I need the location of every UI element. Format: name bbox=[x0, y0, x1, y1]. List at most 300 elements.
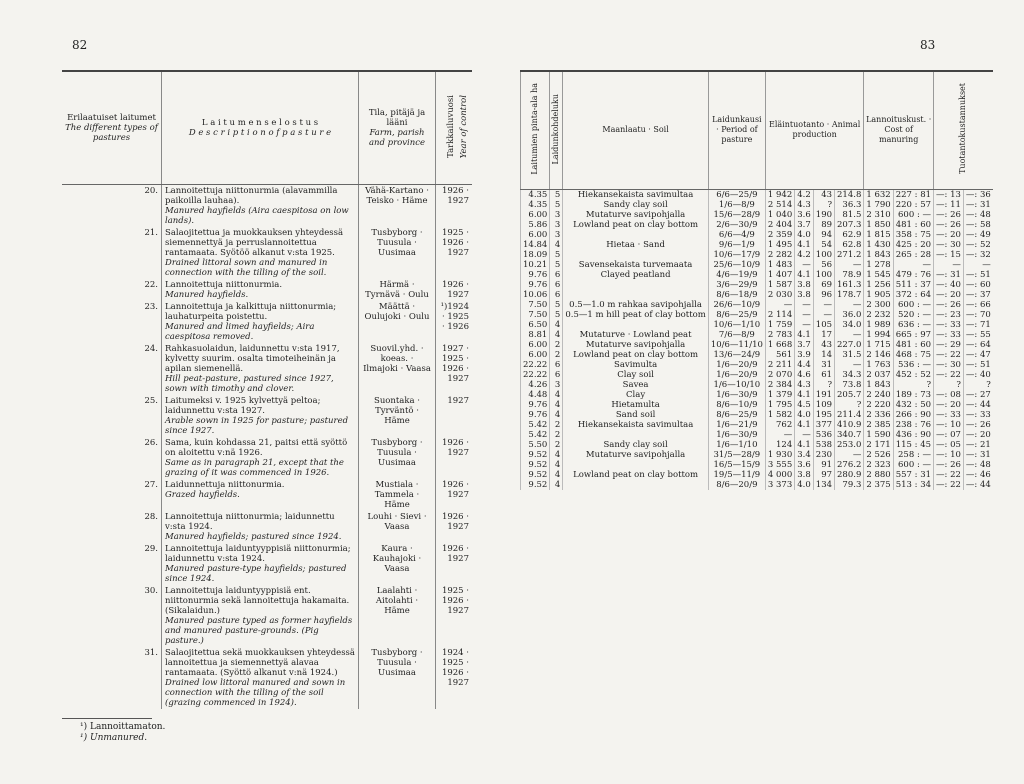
cell-m3: —: 21 bbox=[963, 440, 992, 450]
cell-ha: 54 bbox=[813, 240, 834, 250]
cell-area: 4.26 bbox=[521, 380, 550, 390]
cell-soil: Sandy clay soil bbox=[563, 200, 708, 210]
row-years: 1926 · 1927 bbox=[441, 186, 469, 206]
cell-m2: —: 30 bbox=[934, 360, 964, 370]
table-row bbox=[521, 390, 993, 400]
cell-area: 9.52 bbox=[521, 450, 550, 460]
cell-cost: 1 430 bbox=[864, 240, 893, 250]
page-number-left: 82 bbox=[72, 38, 88, 52]
cell-cost: 1 256 bbox=[864, 280, 893, 290]
cell-soil: Sandy clay soil bbox=[563, 440, 708, 450]
cell-cnt: 4 bbox=[550, 450, 563, 460]
cell-ha: 17 bbox=[813, 330, 834, 340]
cell-m2: —: 13 bbox=[934, 189, 964, 200]
cell-cost: 1 590 bbox=[864, 430, 893, 440]
cell-m3: —: 49 bbox=[963, 230, 992, 240]
row-number: 20. bbox=[62, 185, 162, 228]
page-number-right: 83 bbox=[920, 38, 936, 52]
cell-m3: —: 51 bbox=[963, 360, 992, 370]
cell-m1: 481 : 60 bbox=[893, 340, 933, 350]
cell-period: 31/5—28/9 bbox=[708, 450, 765, 460]
cell-period: 8/6—20/9 bbox=[708, 480, 765, 490]
cell-period: 3/6—29/9 bbox=[708, 280, 765, 290]
cell-m2: ? bbox=[934, 380, 964, 390]
row-number: 24. bbox=[62, 343, 162, 395]
cell-soil: Hietamulta bbox=[563, 400, 708, 410]
cell-m3: —: 46 bbox=[963, 470, 992, 480]
row-number: 31. bbox=[62, 647, 162, 709]
cell-cost: 2 880 bbox=[864, 470, 893, 480]
cell-area: 7.50 bbox=[521, 310, 550, 320]
cell-m2: —: 30 bbox=[934, 240, 964, 250]
cell-m3: —: 52 bbox=[963, 240, 992, 250]
table-row bbox=[62, 511, 472, 543]
cell-fat: 3.8 bbox=[795, 280, 814, 290]
cell-milk: 214.8 bbox=[835, 189, 864, 200]
cell-m1: 189 : 73 bbox=[893, 390, 933, 400]
cell-ha: 91 bbox=[813, 460, 834, 470]
footnote-en: ¹) Unmanured. bbox=[80, 733, 148, 743]
cell-fat: 3.7 bbox=[795, 220, 814, 230]
cell-milk: 205.7 bbox=[835, 390, 864, 400]
right-page bbox=[512, 0, 1024, 784]
cell-soil: Clay bbox=[563, 390, 708, 400]
cell-period: 26/6—10/9 bbox=[708, 300, 765, 310]
row-farm: Laalahti · Aitolahti · Häme bbox=[359, 585, 436, 647]
table-row bbox=[62, 543, 472, 585]
table-row bbox=[62, 395, 472, 437]
cell-area: 4.35 bbox=[521, 189, 550, 200]
cell-milk: 78.9 bbox=[835, 270, 864, 280]
row-description bbox=[162, 343, 359, 395]
row-number: 28. bbox=[62, 511, 162, 543]
table-row bbox=[521, 240, 993, 250]
cell-period: 1/6—30/9 bbox=[708, 430, 765, 440]
table-row bbox=[521, 210, 993, 220]
desc-fi: Rahkasuolaidun, laidunnettu v:sta 1917, kylvetty suurim. osalta timoteiheinän ja apilan siemenellä. bbox=[165, 344, 340, 374]
cell-m1: 265 : 28 bbox=[893, 250, 933, 260]
table-row bbox=[521, 380, 993, 390]
cell-ha: 191 bbox=[813, 390, 834, 400]
row-number: 27. bbox=[62, 479, 162, 511]
cell-yield: — bbox=[765, 300, 794, 310]
cell-area: 9.76 bbox=[521, 270, 550, 280]
cell-ha: 377 bbox=[813, 420, 834, 430]
cell-soil: Hietaa · Sand bbox=[563, 240, 708, 250]
cell-m1: 600 : — bbox=[893, 300, 933, 310]
cell-milk: — bbox=[835, 260, 864, 270]
cell-ha: ? bbox=[813, 380, 834, 390]
cell-area: 22.22 bbox=[521, 360, 550, 370]
cell-m1: 636 : — bbox=[893, 320, 933, 330]
cell-period: 10/6—11/10 bbox=[708, 340, 765, 350]
cell-soil: 0.5—1.0 m rahkaa savipohjalla bbox=[563, 300, 708, 310]
row-number: 25. bbox=[62, 395, 162, 437]
cell-fat: 3.6 bbox=[795, 460, 814, 470]
cell-cost: 2 385 bbox=[864, 420, 893, 430]
cell-m1: 513 : 34 bbox=[893, 480, 933, 490]
cell-soil bbox=[563, 430, 708, 440]
cell-period: 25/6—10/9 bbox=[708, 260, 765, 270]
row-farm: Suovil.yhd. · koeas. · Ilmajoki · Vaasa bbox=[359, 343, 436, 395]
table-row bbox=[521, 320, 993, 330]
cell-period: 8/6—18/9 bbox=[708, 290, 765, 300]
header-h1: Laitumien pinta-ala ha bbox=[530, 82, 540, 175]
cell-ha: 134 bbox=[813, 480, 834, 490]
cell-m3: —: 71 bbox=[963, 320, 992, 330]
cell-area: 5.42 bbox=[521, 430, 550, 440]
footnote-rule bbox=[62, 718, 152, 719]
cell-m1: 432 : 50 bbox=[893, 400, 933, 410]
row-farm: Suontaka · Tyrväntö · Häme bbox=[359, 395, 436, 437]
cell-yield: 2 384 bbox=[765, 380, 794, 390]
cell-period: 8/6—10/9 bbox=[708, 400, 765, 410]
cell-cnt: 3 bbox=[550, 220, 563, 230]
cell-fat: — bbox=[795, 430, 814, 440]
table-row bbox=[521, 270, 993, 280]
table-row bbox=[521, 340, 993, 350]
cell-ha: 195 bbox=[813, 410, 834, 420]
desc-fi: Lannoitettuja niittonurmia (alavammilla paikoilla lauhaa). bbox=[165, 186, 338, 206]
cell-yield: — bbox=[765, 430, 794, 440]
cell-cost: 2 323 bbox=[864, 460, 893, 470]
cell-soil: Mutaturve savipohjalla bbox=[563, 210, 708, 220]
cell-yield: 2 282 bbox=[765, 250, 794, 260]
cell-milk: 227.0 bbox=[835, 340, 864, 350]
cell-soil: Hiekansekaista savimultaa bbox=[563, 189, 708, 200]
desc-fi: Lannoitettuja ja kalkittuja niittonurmia; lauhaturpeita poistettu. bbox=[165, 302, 337, 322]
cell-area: 10.06 bbox=[521, 290, 550, 300]
cell-ha: 538 bbox=[813, 440, 834, 450]
cell-yield: 1 795 bbox=[765, 400, 794, 410]
cell-milk: 410.9 bbox=[835, 420, 864, 430]
row-number: 23. bbox=[62, 301, 162, 343]
table-row bbox=[521, 310, 993, 320]
desc-fi: Lannoitettuja laiduntyyppisiä ent. niittonurmia sekä lannoitettuja hakamaita. (Sikalaidun.) bbox=[165, 586, 350, 616]
cell-m1: 665 : 97 bbox=[893, 330, 933, 340]
cell-soil: Savimulta bbox=[563, 360, 708, 370]
header-period bbox=[708, 71, 765, 189]
header-h5: Eläintuotanto · Animal production bbox=[769, 120, 861, 140]
cell-cnt: 4 bbox=[550, 240, 563, 250]
desc-en: Same as in paragraph 21, except that the grazing of it was commenced in 1926. bbox=[165, 458, 344, 478]
cell-soil: Lowland peat on clay bottom bbox=[563, 350, 708, 360]
cell-ha: 94 bbox=[813, 230, 834, 240]
cell-period: 1/6—1/10 bbox=[708, 440, 765, 450]
cell-fat: — bbox=[795, 320, 814, 330]
cell-soil bbox=[563, 480, 708, 490]
cell-ha: 190 bbox=[813, 210, 834, 220]
cell-m2: —: 07 bbox=[934, 430, 964, 440]
cell-m3: —: 33 bbox=[963, 410, 992, 420]
cell-m3: —: 31 bbox=[963, 200, 992, 210]
row-farm: Tusbyborg · Tuusula · Uusimaa bbox=[359, 437, 436, 479]
header-col1: Erilaatuiset laitumet bbox=[67, 113, 156, 123]
cell-area: 5.50 bbox=[521, 440, 550, 450]
desc-fi: Lannoitettuja laiduntyyppisiä niittonurmia; laidunnettu v:sta 1924. bbox=[165, 544, 351, 564]
desc-en: Manured hayfields (Aira caespitosa on low lands). bbox=[165, 206, 349, 226]
cell-m1: 238 : 76 bbox=[893, 420, 933, 430]
cell-fat: 4.2 bbox=[795, 189, 814, 200]
desc-en: Manured and limed hayfields; Aira caespitosa removed. bbox=[165, 322, 315, 342]
table-row bbox=[521, 460, 993, 470]
cell-milk: 62.8 bbox=[835, 240, 864, 250]
table-row bbox=[521, 480, 993, 490]
row-years: 1926 · 1927 bbox=[441, 512, 469, 532]
cell-ha: 109 bbox=[813, 400, 834, 410]
cell-soil: Savea bbox=[563, 380, 708, 390]
cell-milk: 34.3 bbox=[835, 370, 864, 380]
table-row bbox=[62, 301, 472, 343]
header-year bbox=[436, 71, 473, 185]
header-production-cost bbox=[934, 71, 993, 189]
cell-cost: 2 146 bbox=[864, 350, 893, 360]
cell-cost: 2 526 bbox=[864, 450, 893, 460]
cell-yield: 2 404 bbox=[765, 220, 794, 230]
cell-cnt: 6 bbox=[550, 360, 563, 370]
cell-soil bbox=[563, 320, 708, 330]
desc-fi: Laitumeksi v. 1925 kylvettyä peltoa; laidunnettu v:sta 1927. bbox=[165, 396, 321, 416]
cell-m3: —: 26 bbox=[963, 420, 992, 430]
cell-yield: 3 373 bbox=[765, 480, 794, 490]
row-description bbox=[162, 437, 359, 479]
cell-cost: 1 850 bbox=[864, 220, 893, 230]
cell-ha: 61 bbox=[813, 370, 834, 380]
header-farm bbox=[359, 71, 436, 185]
cell-m2: —: 29 bbox=[934, 340, 964, 350]
cell-cnt: 6 bbox=[550, 290, 563, 300]
table-row bbox=[521, 470, 993, 480]
header-h6: Lannoituskust. · Cost of manuring bbox=[866, 115, 932, 145]
pasture-description-table bbox=[62, 70, 472, 709]
cell-yield: 124 bbox=[765, 440, 794, 450]
cell-fat: 4.1 bbox=[795, 390, 814, 400]
cell-cost: 1 632 bbox=[864, 189, 893, 200]
cell-m2: —: 20 bbox=[934, 400, 964, 410]
desc-en: Manured pasture-type hayfields; pastured since 1924. bbox=[165, 564, 347, 584]
cell-cost: 1 905 bbox=[864, 290, 893, 300]
row-farm: Louhi · Sievi · Vaasa bbox=[359, 511, 436, 543]
cell-yield: 1 759 bbox=[765, 320, 794, 330]
header-manuring-cost bbox=[864, 71, 934, 189]
cell-area: 9.76 bbox=[521, 410, 550, 420]
cell-yield: 2 114 bbox=[765, 310, 794, 320]
cell-m3: —: 40 bbox=[963, 370, 992, 380]
cell-m2: —: 15 bbox=[934, 250, 964, 260]
cell-milk: 276.2 bbox=[835, 460, 864, 470]
cell-cnt: 6 bbox=[550, 370, 563, 380]
desc-fi: Salaojitettua sekä muokkauksen yhteydessä lannoitettua ja siemennettyä alavaa rantamaata. (Syöttö alkanut v:nä 1924.) bbox=[165, 648, 355, 678]
cell-cost: 1 815 bbox=[864, 230, 893, 240]
row-description bbox=[162, 585, 359, 647]
row-farm: Määttä · Oulujoki · Oulu bbox=[359, 301, 436, 343]
header-col3-en: Farm, parish and province bbox=[368, 128, 426, 148]
table-row bbox=[62, 647, 472, 709]
cell-milk: 73.8 bbox=[835, 380, 864, 390]
cell-m3: —: 37 bbox=[963, 290, 992, 300]
table-row bbox=[521, 450, 993, 460]
row-description bbox=[162, 395, 359, 437]
row-years: 1924 · 1925 · 1926 · 1927 bbox=[441, 648, 469, 688]
cell-milk: — bbox=[835, 300, 864, 310]
cell-ha: 69 bbox=[813, 280, 834, 290]
cell-m2: — bbox=[934, 260, 964, 270]
header-col3: Tila, pitäjä ja lääni bbox=[368, 108, 426, 128]
row-description bbox=[162, 301, 359, 343]
cell-yield: 1 930 bbox=[765, 450, 794, 460]
cell-ha: 56 bbox=[813, 260, 834, 270]
cell-m1: 220 : 57 bbox=[893, 200, 933, 210]
cell-m3: —: 51 bbox=[963, 270, 992, 280]
cell-m3: —: 60 bbox=[963, 280, 992, 290]
cell-cost: 1 989 bbox=[864, 320, 893, 330]
cell-m1: 520 : — bbox=[893, 310, 933, 320]
header-area bbox=[521, 71, 550, 189]
cell-soil: Hiekansekaista savimultaa bbox=[563, 420, 708, 430]
header-count bbox=[550, 71, 563, 189]
footnote bbox=[80, 722, 165, 744]
cell-ha: 105 bbox=[813, 320, 834, 330]
cell-fat: 4.0 bbox=[795, 410, 814, 420]
production-data-table bbox=[520, 70, 993, 490]
row-description bbox=[162, 185, 359, 228]
row-number: 30. bbox=[62, 585, 162, 647]
cell-period: 1/6—20/9 bbox=[708, 370, 765, 380]
desc-en: Manured pasture typed as former hayfields and manured pasture-grounds. (Pig pasture.) bbox=[165, 616, 353, 646]
cell-soil bbox=[563, 230, 708, 240]
cell-area: 6.50 bbox=[521, 320, 550, 330]
cell-area: 5.42 bbox=[521, 420, 550, 430]
header-col4: Tarkkailuvuosi bbox=[446, 95, 457, 159]
table-row bbox=[62, 279, 472, 301]
cell-m3: —: 36 bbox=[963, 189, 992, 200]
cell-area: 5.86 bbox=[521, 220, 550, 230]
desc-en: Arable sown in 1925 for pasture; pastured since 1927. bbox=[165, 416, 349, 436]
cell-milk: 62.9 bbox=[835, 230, 864, 240]
cell-m2: —: 40 bbox=[934, 280, 964, 290]
cell-cnt: 4 bbox=[550, 330, 563, 340]
cell-cost: 2 240 bbox=[864, 390, 893, 400]
cell-soil bbox=[563, 460, 708, 470]
cell-m2: —: 11 bbox=[934, 200, 964, 210]
cell-yield: 4 000 bbox=[765, 470, 794, 480]
cell-ha: 89 bbox=[813, 220, 834, 230]
cell-period: 1/6—10/10 bbox=[708, 380, 765, 390]
cell-m3: —: 20 bbox=[963, 430, 992, 440]
cell-yield: 762 bbox=[765, 420, 794, 430]
row-description bbox=[162, 227, 359, 279]
header-h3: Maanlaatu · Soil bbox=[602, 125, 669, 135]
cell-area: 8.81 bbox=[521, 330, 550, 340]
cell-yield: 1 587 bbox=[765, 280, 794, 290]
cell-cnt: 4 bbox=[550, 390, 563, 400]
cell-period: 9/6—1/9 bbox=[708, 240, 765, 250]
header-h4: Laidunkausi · Period of pasture bbox=[712, 115, 762, 145]
cell-area: 9.52 bbox=[521, 470, 550, 480]
cell-m3: — bbox=[963, 260, 992, 270]
cell-m1: ? bbox=[893, 380, 933, 390]
table-row bbox=[62, 585, 472, 647]
header-col2: L a i t u m e n s e l o s t u s bbox=[201, 118, 319, 128]
cell-milk: 31.5 bbox=[835, 350, 864, 360]
cell-m1: 479 : 76 bbox=[893, 270, 933, 280]
cell-m1: 557 : 31 bbox=[893, 470, 933, 480]
cell-fat: 4.1 bbox=[795, 330, 814, 340]
cell-m2: —: 10 bbox=[934, 450, 964, 460]
table-row bbox=[521, 290, 993, 300]
cell-ha: — bbox=[813, 300, 834, 310]
cell-soil: Sand soil bbox=[563, 410, 708, 420]
cell-m1: 536 : — bbox=[893, 360, 933, 370]
cell-ha: 96 bbox=[813, 290, 834, 300]
cell-m1: 468 : 75 bbox=[893, 350, 933, 360]
cell-m2: —: 23 bbox=[934, 310, 964, 320]
row-years: 1925 · 1926 · 1927 bbox=[441, 228, 469, 258]
cell-yield: 1 483 bbox=[765, 260, 794, 270]
desc-fi: Laidunnettuja niittonurmia. bbox=[165, 480, 285, 490]
cell-cnt: 5 bbox=[550, 260, 563, 270]
cell-milk: — bbox=[835, 450, 864, 460]
row-description bbox=[162, 479, 359, 511]
cell-m1: 358 : 75 bbox=[893, 230, 933, 240]
table-row bbox=[521, 250, 993, 260]
cell-m2: —: 26 bbox=[934, 300, 964, 310]
cell-ha: 100 bbox=[813, 270, 834, 280]
cell-m1: 266 : 90 bbox=[893, 410, 933, 420]
table-row bbox=[521, 189, 993, 200]
cell-period: 1/6—21/9 bbox=[708, 420, 765, 430]
cell-m3: —: 27 bbox=[963, 390, 992, 400]
cell-m3: —: 32 bbox=[963, 250, 992, 260]
cell-soil: Savensekaista turvemaata bbox=[563, 260, 708, 270]
cell-m2: —: 08 bbox=[934, 390, 964, 400]
cell-area: 14.84 bbox=[521, 240, 550, 250]
table-row bbox=[521, 350, 993, 360]
desc-en: Grazed hayfields. bbox=[165, 490, 240, 500]
cell-m2: —: 05 bbox=[934, 440, 964, 450]
cell-area: 7.50 bbox=[521, 300, 550, 310]
table-row bbox=[521, 400, 993, 410]
header-col2-en: D e s c r i p t i o n o f p a s t u r e bbox=[188, 128, 332, 138]
cell-m3: —: 31 bbox=[963, 450, 992, 460]
cell-area: 6.00 bbox=[521, 230, 550, 240]
cell-fat: 4.1 bbox=[795, 270, 814, 280]
desc-fi: Lannoitettuja niittonurmia; laidunnettu v:sta 1924. bbox=[165, 512, 335, 532]
cell-m3: —: 48 bbox=[963, 210, 992, 220]
cell-m1: 258 : — bbox=[893, 450, 933, 460]
cell-soil: Mutaturve savipohjalla bbox=[563, 450, 708, 460]
row-years: 1926 · 1927 bbox=[441, 280, 469, 300]
cell-fat: — bbox=[795, 310, 814, 320]
cell-cnt: 3 bbox=[550, 210, 563, 220]
cell-period: 2/6—30/9 bbox=[708, 220, 765, 230]
cell-cnt: 4 bbox=[550, 320, 563, 330]
cell-period: 7/6—8/9 bbox=[708, 330, 765, 340]
cell-cnt: 6 bbox=[550, 280, 563, 290]
cell-area: 4.48 bbox=[521, 390, 550, 400]
cell-fat: 3.9 bbox=[795, 350, 814, 360]
cell-ha: 100 bbox=[813, 250, 834, 260]
table-row bbox=[62, 343, 472, 395]
cell-m3: —: 58 bbox=[963, 220, 992, 230]
cell-period: 10/6—17/9 bbox=[708, 250, 765, 260]
cell-fat: 4.3 bbox=[795, 380, 814, 390]
cell-m3: —: 44 bbox=[963, 480, 992, 490]
table-row bbox=[521, 410, 993, 420]
cell-m1: 600 : — bbox=[893, 460, 933, 470]
cell-cost: 2 310 bbox=[864, 210, 893, 220]
header-soil bbox=[563, 71, 708, 189]
